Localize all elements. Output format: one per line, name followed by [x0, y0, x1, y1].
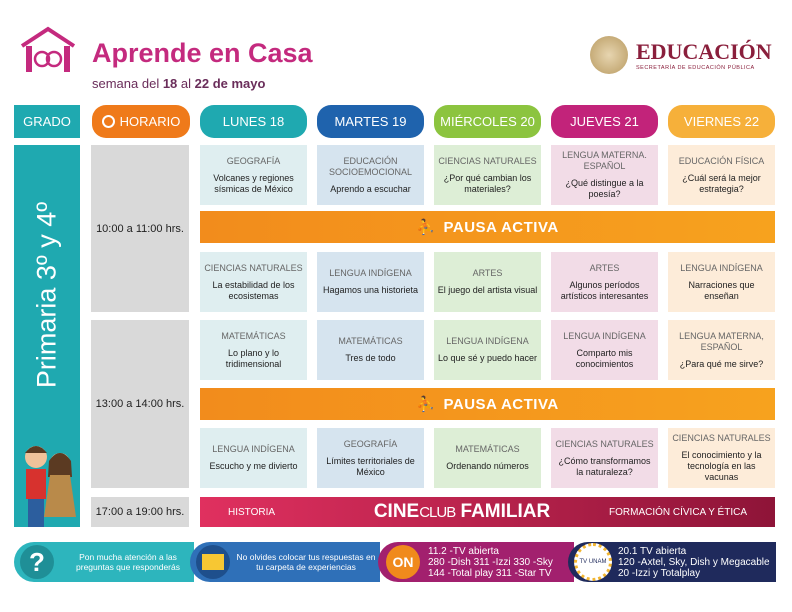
class-cell [551, 320, 658, 380]
subject: MATEMÁTICAS [221, 330, 286, 341]
cineclub-right-subject: FORMACIÓN CÍVICA Y ÉTICA [609, 506, 747, 518]
pausa-activa-2 [200, 388, 775, 420]
class-cell [317, 320, 424, 380]
subject: LENGUA INDÍGENA [680, 262, 763, 273]
once-channel-list: 11.2 -TV abierta 280 -Dish 311 -Izzi 330 -Sky 144 -Total play 311 -Star TV [428, 545, 553, 579]
topic: Tres de todo [345, 353, 396, 363]
topic: Lo que sé y puedo hacer [437, 353, 538, 363]
time-slot-3: 17:00 a 19:00 hrs. [91, 497, 189, 527]
class-cell [200, 320, 307, 380]
class-cell [668, 428, 775, 488]
grade-column [14, 145, 80, 527]
class-cell [317, 428, 424, 488]
footer-tip-questions [14, 542, 194, 582]
pausa-label: PAUSA ACTIVA [443, 395, 559, 413]
col-day: MARTES 19 [317, 105, 424, 138]
brand-sub: SECRETARÍA DE EDUCACIÓN PÚBLICA [636, 65, 755, 71]
subject: LENGUA INDÍGENA [563, 330, 646, 341]
cineclub-title: CINECLUB FAMILIAR [373, 501, 551, 522]
class-cell [434, 320, 541, 380]
topic: El conocimiento y la tecnología en las vacunas [681, 450, 762, 482]
subject: LENGUA INDÍGENA [446, 336, 529, 346]
once-logo: ON [386, 545, 420, 579]
pausa-activa-1 [200, 211, 775, 243]
col-day: JUEVES 21 [551, 105, 658, 138]
topic: ¿Para qué me sirve? [679, 358, 764, 369]
cineclub-bar [200, 497, 775, 527]
brand-name: EDUCACIÓN [636, 39, 772, 64]
class-cell [551, 428, 658, 488]
exercise-icon: ⛹ [416, 219, 436, 236]
topic: ¿Cuál será la mejor estrategia? [682, 172, 761, 194]
subject: EDUCACIÓN FÍSICA [678, 155, 765, 166]
time-slot-2: 13:00 a 14:00 hrs. [91, 320, 189, 488]
class-cell [317, 252, 424, 312]
subject: LENGUA INDÍGENA [212, 444, 295, 454]
kids-illustration [16, 437, 78, 527]
week-range: semana del 18 al 22 de mayo [92, 76, 266, 91]
class-cell [200, 428, 307, 488]
subject: CIENCIAS NATURALES [438, 155, 537, 166]
subject: EDUCACIÓN SOCIOEMOCIONAL [328, 155, 412, 177]
col-horario-label: HORARIO [119, 114, 181, 129]
class-cell [317, 145, 424, 205]
class-cell [434, 428, 541, 488]
page-title: Aprende en Casa [92, 38, 313, 68]
topic: Comparto mis conocimientos [575, 347, 634, 369]
footer-tip-folder [190, 542, 380, 582]
subject: ARTES [589, 262, 620, 273]
tvunam-channel-list: 20.1 TV abierta 120 -Axtel, Sky, Dish y Megacable 20 -Izzi y Totalplay [618, 545, 770, 579]
topic: Hagamos una historieta [322, 285, 419, 295]
topic: Lo plano y lo tridimensional [225, 347, 282, 369]
topic: Narraciones que enseñan [688, 279, 755, 301]
folder-icon [196, 545, 230, 579]
topic: El juego del artista visual [437, 285, 538, 295]
subject: LENGUA MATERNA. ESPAÑOL [562, 150, 647, 171]
class-cell [200, 145, 307, 205]
tip2-text: No olvides colocar tus respuestas en tu carpeta de experiencias [236, 552, 376, 572]
tvunam-logo: TV UNAM [574, 543, 612, 581]
topic: La estabilidad de los ecosistemas [212, 279, 295, 301]
topic: Ordenando números [446, 461, 529, 471]
col-day: MIÉRCOLES 20 [434, 105, 541, 138]
subject: CIENCIAS NATURALES [204, 262, 303, 273]
subject: LENGUA MATERNA, ESPAÑOL [679, 330, 764, 352]
class-cell [551, 252, 658, 312]
seal-icon [590, 36, 628, 74]
class-cell [551, 145, 658, 205]
question-icon: ? [20, 545, 54, 579]
exercise-icon: ⛹ [416, 396, 436, 413]
topic: Límites territoriales de México [326, 455, 415, 477]
topic: Escucho y me divierto [209, 461, 298, 471]
pausa-label: PAUSA ACTIVA [443, 218, 559, 236]
col-grado: GRADO [14, 105, 80, 138]
subject: GEOGRAFÍA [343, 438, 398, 449]
class-cell [668, 320, 775, 380]
topic: ¿Por qué cambian los materiales? [443, 172, 532, 194]
subject: MATEMÁTICAS [338, 336, 403, 346]
topic: ¿Cómo transformamos la naturaleza? [558, 455, 651, 477]
sep-logo [590, 36, 772, 74]
tip1-text: Pon mucha atención a las preguntas que responderás [76, 552, 180, 572]
class-cell [668, 145, 775, 205]
time-slot-1: 10:00 a 11:00 hrs. [91, 145, 189, 312]
grade-label: Primaria 3º y 4º [31, 201, 62, 389]
footer-once-channels [378, 542, 574, 582]
subject: MATEMÁTICAS [455, 444, 520, 454]
footer-tvunam-channels [568, 542, 776, 582]
subject: LENGUA INDÍGENA [329, 268, 412, 278]
topic: Algunos períodos artísticos interesantes [560, 279, 649, 301]
class-cell [434, 252, 541, 312]
cineclub-left-subject: HISTORIA [228, 506, 276, 518]
subject: GEOGRAFÍA [226, 155, 281, 166]
topic: Volcanes y regiones sísmicas de México [213, 172, 294, 194]
subject: CIENCIAS NATURALES [555, 438, 654, 449]
class-cell [668, 252, 775, 312]
col-day: VIERNES 22 [668, 105, 775, 138]
topic: Aprendo a escuchar [330, 183, 411, 194]
clock-icon [102, 115, 115, 128]
col-horario [92, 105, 190, 138]
subject: CIENCIAS NATURALES [672, 433, 771, 443]
topic: ¿Qué distingue a la poesía? [565, 178, 644, 199]
subject: ARTES [472, 268, 503, 278]
aprende-en-casa-logo [18, 26, 78, 74]
class-cell [200, 252, 307, 312]
col-day: LUNES 18 [200, 105, 307, 138]
class-cell [434, 145, 541, 205]
